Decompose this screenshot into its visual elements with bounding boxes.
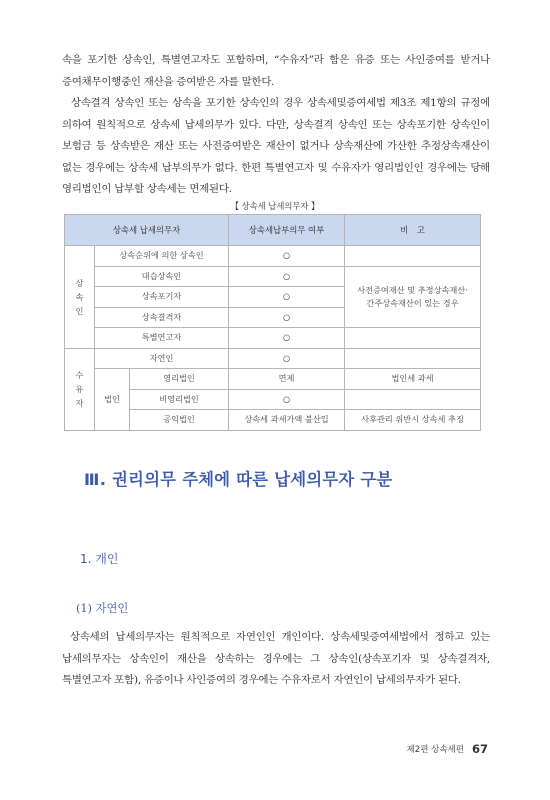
table-caption: 【 상속세 납세의무자 】 (230, 201, 320, 211)
section-heading: Ⅲ. 권리의무 주체에 따른 납세의무자 구분 (84, 470, 393, 489)
group-heirs: 상속인 (65, 246, 95, 349)
row-value: ○ (229, 389, 345, 410)
group-corporations: 법인 (95, 369, 130, 431)
row-value: ○ (229, 246, 345, 267)
row-note (345, 328, 481, 349)
taxpayer-table (64, 214, 481, 431)
row-value: ○ (229, 307, 345, 328)
row-value: 상속세 과세가액 불산입 (229, 410, 345, 431)
row-value: ○ (229, 348, 345, 369)
row-note (345, 246, 481, 267)
table-row (65, 369, 481, 390)
subheading-natural-person: (1) 자연인 (76, 602, 129, 615)
body-paragraph-3: 상속세의 납세의무자는 원칙적으로 자연인인 개인이다. 상속세및증여세법에서 정하고 있는 납세의무자는 상속인이 재산을 상속하는 경우에는 그 상속인(상속포기자 및 상속결격자, 특별연고자 포함), 유증이나 사인증여의 경우에는 수유자로서 자연인이 납세의무자가 된다. (62, 631, 490, 686)
row-label: 비영리법인 (130, 389, 229, 410)
header-obligation: 상속세납부의무 여부 (229, 215, 345, 246)
table-header-row (65, 215, 481, 246)
body-paragraph-1: 속을 포기한 상속인, 특별연고자도 포함하며, “수유자”라 함은 유증 또는 사인증여를 받거나 증여채무이행중인 재산을 증여받은 자를 말한다. (62, 54, 490, 88)
footer-part-title: 제2편 상속세편 (406, 745, 464, 755)
row-note (345, 348, 481, 369)
row-label: 영리법인 (130, 369, 229, 390)
row-note: 법인세 과세 (345, 369, 481, 390)
row-label: 공익법인 (130, 410, 229, 431)
group-recipients: 수유자 (65, 348, 95, 430)
row-value: ○ (229, 287, 345, 308)
subheading-individual: 1. 개인 (80, 552, 119, 566)
page-number: 67 (471, 742, 488, 756)
table-row (65, 266, 481, 287)
table-row (65, 328, 481, 349)
page-footer (407, 737, 488, 756)
row-note: 사후관리 위반시 상속세 추징 (345, 410, 481, 431)
row-label: 대습상속인 (95, 266, 229, 287)
row-note (345, 389, 481, 410)
row-value: ○ (229, 328, 345, 349)
header-remarks: 비 고 (345, 215, 481, 246)
body-paragraph-2: 상속결격 상속인 또는 상속을 포기한 상속인의 경우 상속세및증여세법 제3조 제1항의 규정에 의하여 원칙적으로 상속세 납세의무가 있다. 다만, 상속결격 상속인 또는 상속포기한 상속인이 보험금 등 상속받은 재산 또는 사전증여받은 재산이 없거나 상속재산에 가산한 추정상속재산이 없는 경우에는 상속세 납부의무가 없다. 한편 특별연고자 및 수유자가 영리법인인 경우에는 당해 영리법인이 납부할 상속세는 면제된다. (62, 97, 490, 195)
row-value: 면제 (229, 369, 345, 390)
row-value: ○ (229, 266, 345, 287)
row-label: 특별연고자 (95, 328, 229, 349)
table-row (65, 348, 481, 369)
row-label: 자연인 (95, 348, 229, 369)
row-label: 상속포기자 (95, 287, 229, 308)
header-taxpayer: 상속세 납세의무자 (65, 215, 229, 246)
table-row (65, 246, 481, 267)
row-label: 상속순위에 의한 상속인 (95, 246, 229, 267)
row-label: 상속결격자 (95, 307, 229, 328)
heir-note: 사전증여재산 및 추정상속재산·간주상속재산이 있는 경우 (345, 266, 481, 328)
